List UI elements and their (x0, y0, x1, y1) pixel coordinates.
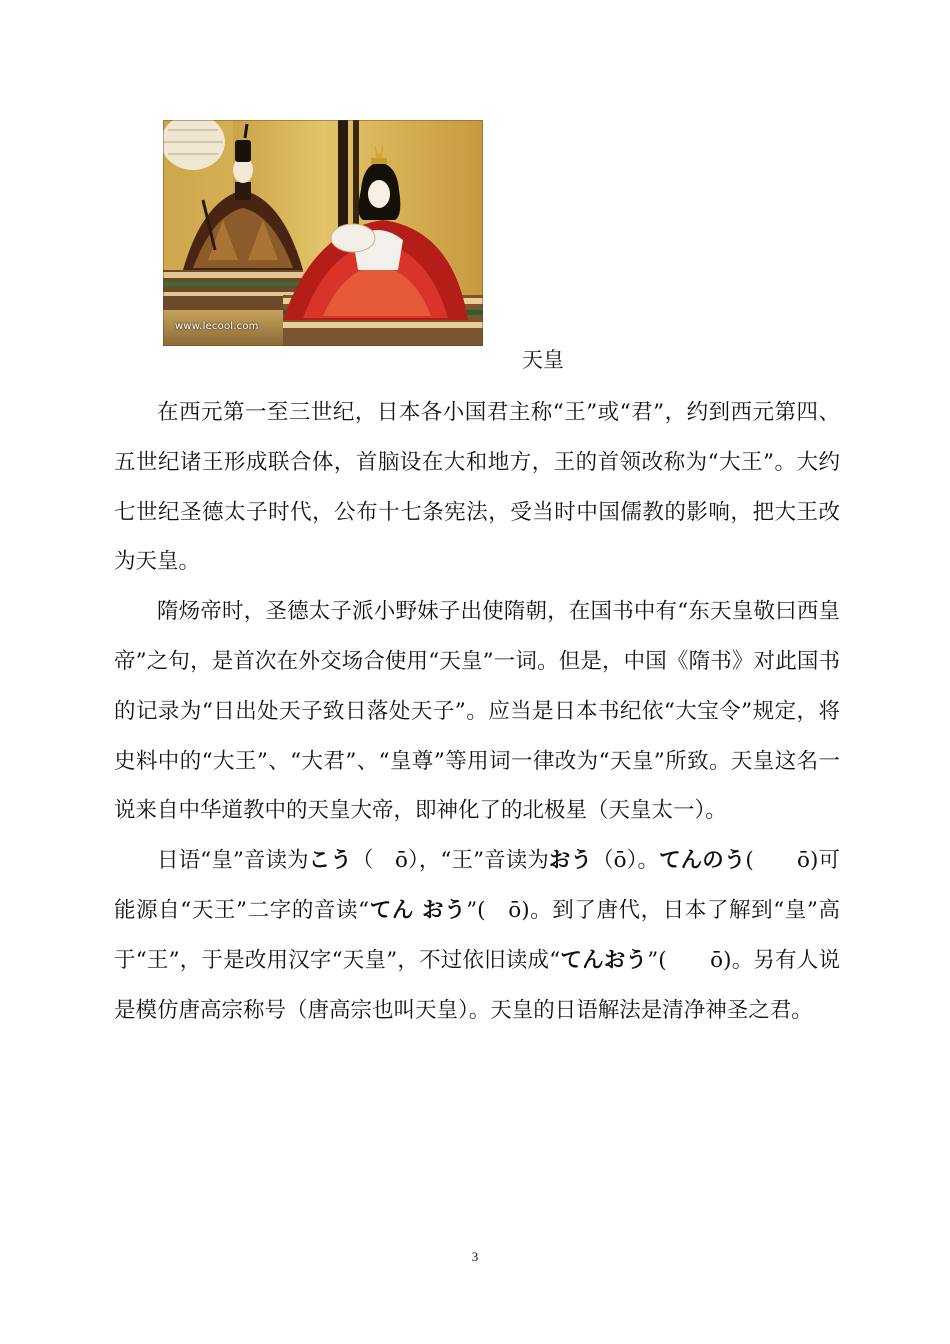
paragraph (114, 388, 840, 587)
paragraph (114, 587, 840, 836)
figure-caption: 天皇 (522, 348, 564, 372)
text-run: （ ō），“王”音读为 (351, 848, 549, 874)
paragraph (114, 836, 840, 1035)
kana-reading: てんのう (659, 848, 746, 874)
text-run: 日语“皇”音读为 (157, 848, 309, 874)
text-run: ( ō)可能源自“天王”二字的音读“ (114, 848, 840, 923)
watermark-text: www.lecool.com (175, 321, 259, 332)
text-run: （ō）。 (592, 848, 660, 874)
text-run: ”( ō)。到了唐代，日本了解到“皇”高于“王”，于是改用汉字“天皇”，不过依旧读成“ (114, 897, 840, 973)
text-run: 隋炀帝时，圣德太子派小野妹子出使隋朝，在国书中有“东天皇敬曰西皇帝”之句，是首次在外交场合使用“天皇”一词。但是，中国《隋书》对此国书的记录为“日出处天子致日落处天子”。应当是日本书纪依“大宝令”规定，将史料中的“大王”、“大君”、“皇尊”等用词一律改为“天皇”所致。天皇这名一说来自中华道教中的天皇大帝，即神化了的北极星（天皇太一）。 (114, 599, 840, 824)
kana-reading: こう (308, 848, 352, 874)
kana-reading: おう (548, 848, 593, 874)
kana-reading: てん おう (369, 897, 467, 923)
kana-reading: てんおう (560, 947, 648, 973)
text-run: 在西元第一至三世纪，日本各小国君主称“王”或“君”，约到西元第四、五世纪诸王形成联合体，首脑设在大和地方，王的首领改称为“大王”。大约七世纪圣德太子时代，公布十七条宪法，受当时中国儒教的影响，把大王改为天皇。 (114, 400, 840, 575)
hina-dolls-illustration (163, 120, 483, 346)
article-body (114, 388, 840, 1035)
page-number: 3 (471, 1249, 479, 1264)
text-run: ”( ō)。另有人说是模仿唐高宗称号（唐高宗也叫天皇）。天皇的日语解法是清净神圣之君。 (114, 947, 840, 1023)
hina-dolls-photo (163, 120, 483, 346)
